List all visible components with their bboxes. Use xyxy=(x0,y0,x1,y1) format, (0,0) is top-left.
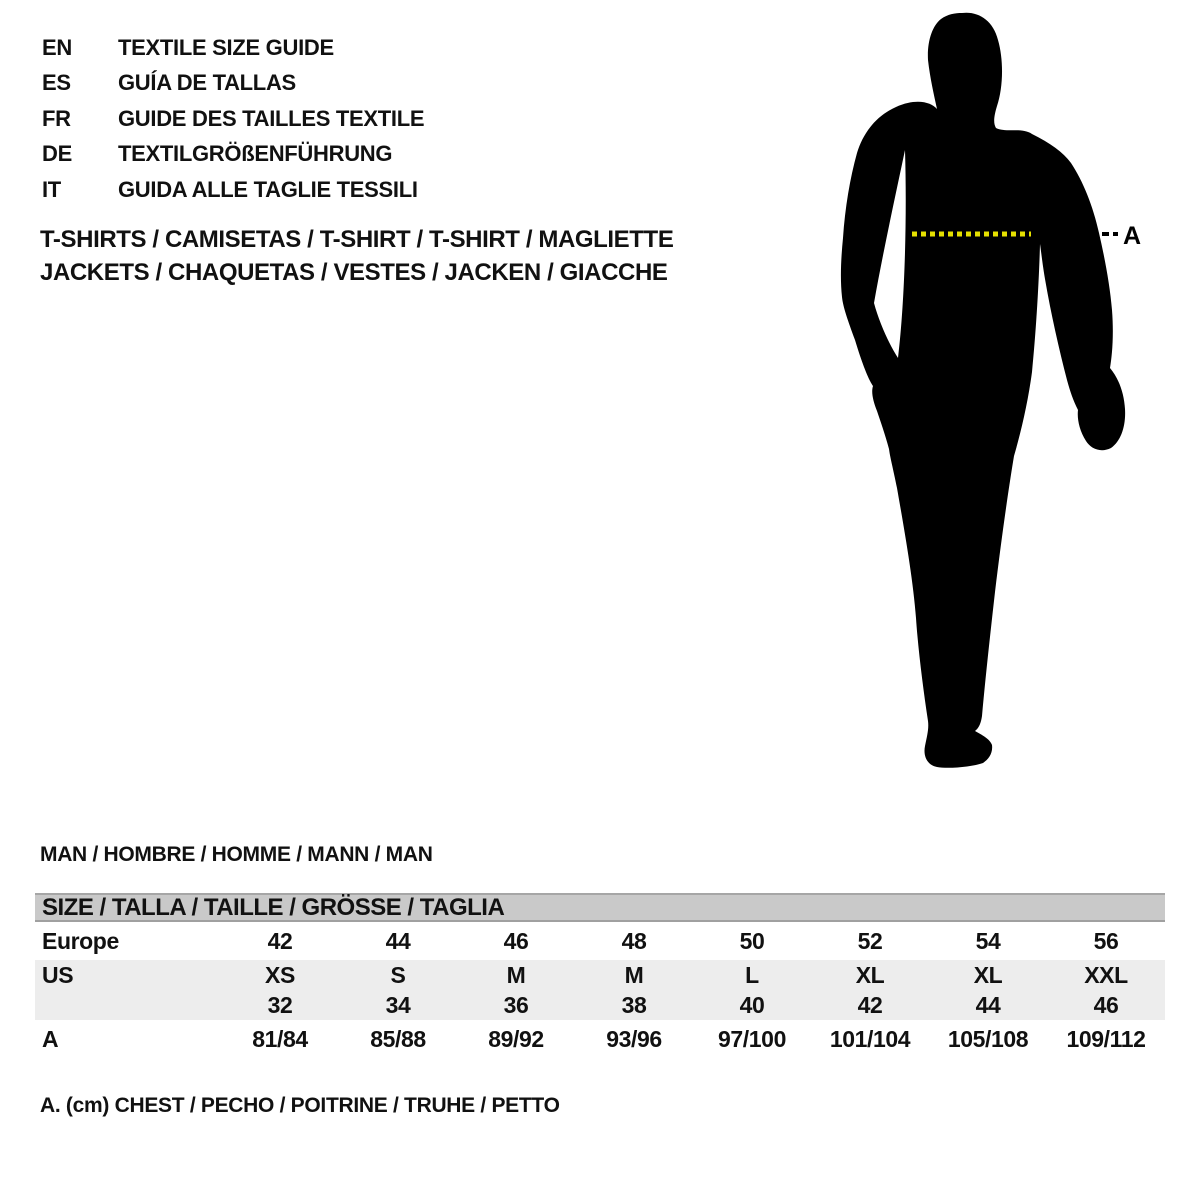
language-code: EN xyxy=(42,34,72,60)
table-cell: 97/100 xyxy=(718,1025,786,1052)
language-code: DE xyxy=(42,141,72,167)
table-cell: L xyxy=(745,961,759,988)
row-label: Europe xyxy=(42,927,119,954)
table-cell: 46 xyxy=(503,927,529,954)
table-cell: 44 xyxy=(385,927,411,954)
table-cell: 52 xyxy=(857,927,883,954)
table-cell: 32 xyxy=(267,991,293,1018)
table-cell: 93/96 xyxy=(606,1025,662,1052)
language-label: TEXTILGRÖßENFÜHRUNG xyxy=(118,141,393,167)
measurement-figure xyxy=(820,0,1200,800)
table-cell: 101/104 xyxy=(829,1025,911,1052)
measurement-label-a: A xyxy=(1123,222,1142,250)
language-code: IT xyxy=(42,176,61,202)
table-cell: 85/88 xyxy=(370,1025,426,1052)
row-label: US xyxy=(42,961,74,988)
table-cell: 56 xyxy=(1093,927,1119,954)
table-cell: M xyxy=(506,961,526,988)
measurement-footnote: A. (cm) CHEST / PECHO / POITRINE / TRUHE / PETTO xyxy=(40,1094,560,1117)
product-line-jackets: JACKETS / CHAQUETAS / VESTES / JACKEN / GIACCHE xyxy=(40,259,668,286)
man-silhouette xyxy=(841,13,1125,768)
language-row-it xyxy=(42,172,424,208)
table-cell: 34 xyxy=(385,991,411,1018)
table-cell: 48 xyxy=(621,927,647,954)
row-label: A xyxy=(42,1025,59,1052)
language-label: GUIDE DES TAILLES TEXTILE xyxy=(118,105,425,131)
table-cell: 42 xyxy=(857,991,883,1018)
table-cell: 89/92 xyxy=(488,1025,544,1052)
table-cell: 42 xyxy=(267,927,293,954)
table-cell: 40 xyxy=(739,991,765,1018)
language-label: TEXTILE SIZE GUIDE xyxy=(118,34,334,60)
size-table xyxy=(35,893,1165,1058)
table-cell: XL xyxy=(855,961,885,988)
table-row-us-numeric xyxy=(35,990,1165,1020)
table-row-us xyxy=(35,960,1165,990)
table-cell: XL xyxy=(973,961,1003,988)
table-cell: 46 xyxy=(1093,991,1119,1018)
product-types xyxy=(40,223,673,289)
table-cell: S xyxy=(390,961,406,988)
table-cell: XS xyxy=(265,961,295,988)
table-cell: 109/112 xyxy=(1066,1025,1146,1052)
table-cell: 105/108 xyxy=(947,1025,1029,1052)
table-cell: 38 xyxy=(621,991,647,1018)
table-cell: 36 xyxy=(503,991,529,1018)
table-cell: 50 xyxy=(739,927,765,954)
language-row-de xyxy=(42,137,424,173)
table-cell: XXL xyxy=(1084,961,1128,988)
table-cell: 44 xyxy=(975,991,1001,1018)
table-row-europe xyxy=(35,922,1165,960)
language-label: GUIDA ALLE TAGLIE TESSILI xyxy=(118,176,418,202)
product-line-tshirts: T-SHIRTS / CAMISETAS / T-SHIRT / T-SHIRT / MAGLIETTE xyxy=(40,226,674,253)
language-list xyxy=(42,30,424,208)
language-code: ES xyxy=(42,70,71,96)
language-label: GUÍA DE TALLAS xyxy=(118,70,296,96)
language-row-en xyxy=(42,30,424,66)
language-row-es xyxy=(42,66,424,102)
table-row-chest-a xyxy=(35,1020,1165,1058)
table-cell: 81/84 xyxy=(252,1025,308,1052)
man-silhouette-svg xyxy=(820,0,1200,800)
size-table-header: SIZE / TALLA / TAILLE / GRÖSSE / TAGLIA xyxy=(35,893,1165,922)
section-title-man: MAN / HOMBRE / HOMME / MANN / MAN xyxy=(40,843,433,866)
language-code: FR xyxy=(42,105,71,131)
language-row-fr xyxy=(42,101,424,137)
table-cell: M xyxy=(624,961,644,988)
table-cell: 54 xyxy=(975,927,1001,954)
